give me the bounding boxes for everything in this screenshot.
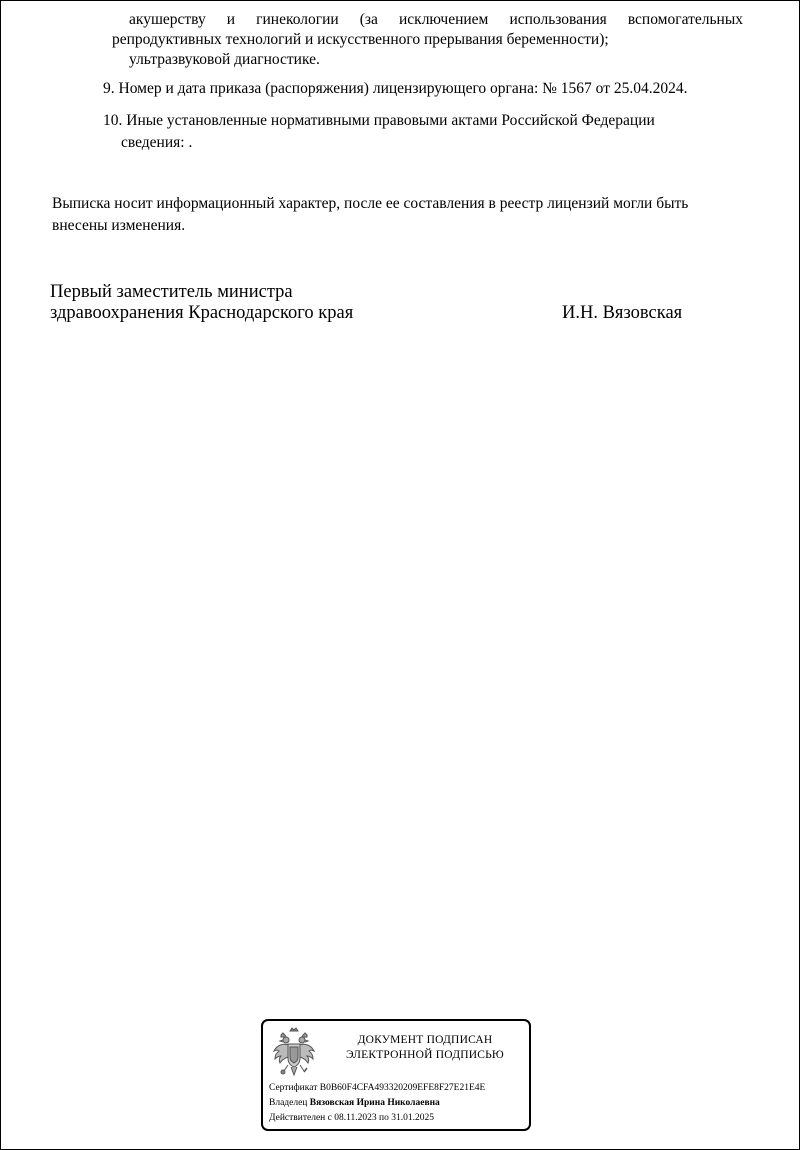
certificate-number: B0B60F4CFA493320209EFE8F27E21E4E: [319, 1083, 486, 1093]
validity-period: Действителен с 08.11.2023 по 31.01.2025: [269, 1113, 434, 1123]
digital-signature-stamp: [261, 1019, 531, 1131]
services-line-2: репродуктивных технологий и искусственного прерывания беременности);: [112, 31, 609, 48]
stamp-title-line-1: ДОКУМЕНТ ПОДПИСАН: [357, 1034, 493, 1046]
services-line-1: акушерству и гинекологии (за исключением использования вспомогательных: [129, 11, 743, 28]
signer-position-line-2: здравоохранения Краснодарского края: [50, 303, 354, 323]
owner-label: Владелец: [269, 1098, 308, 1108]
item-10-line-2: сведения: .: [121, 134, 193, 151]
owner-row: [269, 1097, 440, 1109]
signer-position-line-1: Первый заместитель министра: [50, 282, 293, 302]
russian-coat-of-arms-icon: [271, 1025, 317, 1081]
services-line-3: ультразвуковой диагностике.: [129, 51, 320, 68]
owner-name: Вязовская Ирина Николаевна: [309, 1098, 440, 1108]
item-9-order-number: 9. Номер и дата приказа (распоряжения) лицензирующего органа: № 1567 от 25.04.2024.: [103, 80, 688, 97]
item-10-line-1: 10. Иные установленные нормативными правовыми актами Российской Федерации: [103, 112, 655, 129]
notice-line-2: внесены изменения.: [52, 217, 186, 234]
certificate-row: [269, 1082, 485, 1094]
notice-line-1: Выписка носит информационный характер, после ее составления в реестр лицензий могли быть: [52, 195, 689, 212]
signer-name: И.Н. Вязовская: [562, 303, 683, 323]
certificate-label: Сертификат: [269, 1083, 318, 1093]
stamp-title-line-2: ЭЛЕКТРОННОЙ ПОДПИСЬЮ: [346, 1049, 504, 1061]
